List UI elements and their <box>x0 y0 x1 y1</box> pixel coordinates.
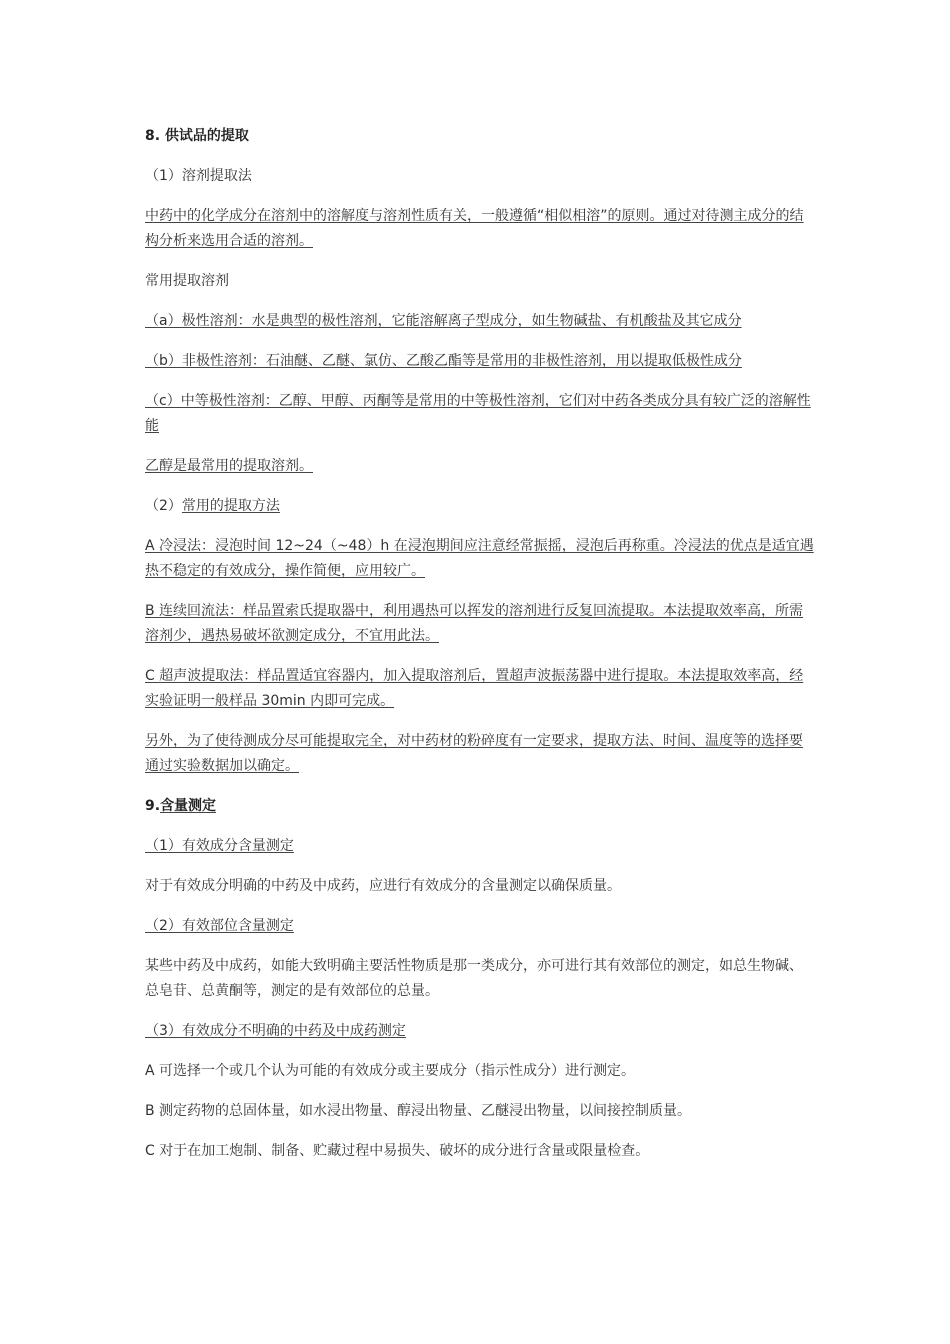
section-8-heading <box>145 124 815 149</box>
solvent-intro-paragraph: 中药中的化学成分在溶剂中的溶解度与溶剂性质有关，一般遵循“相似相溶”的原则。通过对待测主成分的结构分析来选用合适的溶剂。 <box>145 208 804 249</box>
unclear-assay-item-c: C 对于在加工炮制、制备、贮藏过程中易损失、破坏的成分进行含量或限量检查。 <box>145 1143 650 1159</box>
document-body <box>145 124 815 1179</box>
medium-polar-solvent-paragraph: （c）中等极性溶剂：乙醇、甲醇、丙酮等是常用的中等极性溶剂，它们对中药各类成分具有较广泛的溶解性能 <box>145 393 811 434</box>
active-component-assay-paragraph: 对于有效成分明确的中药及中成药，应进行有效成分的含量测定以确保质量。 <box>145 878 621 894</box>
unclear-assay-item-b: B 测定药物的总固体量，如水浸出物量、醇浸出物量、乙醚浸出物量，以间接控制质量。 <box>145 1103 692 1119</box>
section-8-title: 8. 供试品的提取 <box>145 128 249 144</box>
extraction-methods-number: （2） <box>145 498 182 514</box>
additional-note-paragraph: 另外，为了使待测成分尽可能提取完全，对中药材的粉碎度有一定要求，提取方法、时间、温度等的选择要通过实验数据加以确定。 <box>145 733 803 774</box>
ethanol-note-paragraph: 乙醇是最常用的提取溶剂。 <box>145 458 313 474</box>
reflux-method-paragraph: B 连续回流法：样品置索氏提取器中，利用遇热可以挥发的溶剂进行反复回流提取。本法提取效率高，所需溶剂少，遇热易破坏欲测定成分，不宜用此法。 <box>145 603 804 644</box>
active-component-assay-subheading: （1）有效成分含量测定 <box>145 838 294 854</box>
section-9-title: 含量测定 <box>160 798 217 814</box>
extraction-methods-subheading <box>145 494 815 519</box>
common-solvents-label: 常用提取溶剂 <box>145 273 229 289</box>
unclear-component-assay-subheading: （3）有效成分不明确的中药及中成药测定 <box>145 1023 406 1039</box>
cold-soak-method-paragraph: A 冷浸法：浸泡时间 12~24（~48）h 在浸泡期间应注意经常振摇，浸泡后再称重。冷浸法的优点是适宜遇热不稳定的有效成分，操作简便，应用较广。 <box>145 538 814 579</box>
active-part-assay-subheading: （2）有效部位含量测定 <box>145 918 294 934</box>
nonpolar-solvent-paragraph: （b）非极性溶剂：石油醚、乙醚、氯仿、乙酸乙酯等是常用的非极性溶剂，用以提取低极性成分 <box>145 353 742 369</box>
polar-solvent-paragraph: （a）极性溶剂：水是典型的极性溶剂，它能溶解离子型成分，如生物碱盐、有机酸盐及其它成分 <box>145 313 742 329</box>
section-9-heading <box>145 794 815 819</box>
ultrasonic-method-paragraph: C 超声波提取法：样品置适宜容器内，加入提取溶剂后，置超声波振荡器中进行提取。本法提取效率高，经实验证明一般样品 30min 内即可完成。 <box>145 668 804 709</box>
solvent-method-subheading: （1）溶剂提取法 <box>145 168 252 184</box>
extraction-methods-label: 常用的提取方法 <box>181 498 280 514</box>
section-9-number: 9. <box>145 798 161 814</box>
unclear-assay-item-a: A 可选择一个或几个认为可能的有效成分或主要成分（指示性成分）进行测定。 <box>145 1063 636 1079</box>
active-part-assay-paragraph: 某些中药及中成药，如能大致明确主要活性物质是那一类成分，亦可进行其有效部位的测定，如总生物碱、总皂苷、总黄酮等，测定的是有效部位的总量。 <box>145 958 803 999</box>
